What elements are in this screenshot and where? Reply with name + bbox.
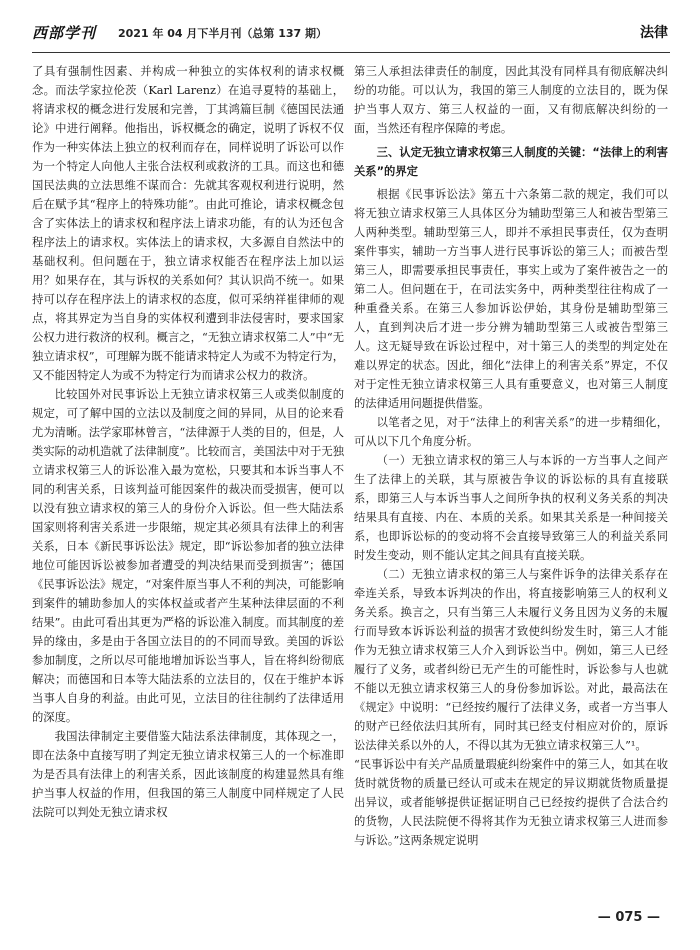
left-column [32, 62, 344, 822]
paragraph: 以笔者之见，对于“法律上的利害关系”的进一步精细化，可从以下几个角度分析。 [354, 416, 668, 448]
section-title: 法律 [640, 25, 668, 41]
paragraph: 我国法律制定主要借鉴大陆法系法律制度，其体现之一，即在法条中直接写明了判定无独立请求权第三人的一个标准即为是否具有法律上的利害关系，因此该制度的构建显然具有维护当事人权益的作用，但我国的第三人制度中同样规定了人民法院可以判处无独立请求权 [32, 730, 344, 819]
journal-logo: 西部学刊 [32, 24, 97, 42]
paragraph: （二）无独立请求权的第三人与案件诉争的法律关系存在牵连关系，导致本诉判决的作出，将直接影响第三人的权利义务关系。换言之，只有当第三人未履行义务且因为义务的未履行而导致本诉诉讼利益的损害才致使纠纷发生时，第三人才能作为无独立请求权第三人介入到诉讼当中。例如，第三人已经履行了义务，或者纠纷已无产生的可能性时，诉讼参与人也就不能以无独立请求权第三人的身份参加诉讼。对此，最高法在《规定》中说明：“已经按约履行了法律义务，或者一方当事人的财产已经依法归其所有，同时其已经支付相应对价的，原诉讼法律关系以外的人，不得以其为无独立请求权第三人”¹。 [354, 568, 668, 752]
paragraph: 第三人承担法律责任的制度，因此其没有同样具有彻底解决纠纷的功能。可以认为，我国的第三人制度的立法目的，既为保护当事人双方、第三人权益的一面，又有彻底解决纠纷的一面，当然还有程序保障的考虑。 [354, 65, 668, 135]
page-number: — 075 — [597, 910, 660, 925]
paragraph: 了具有强制性因素、并构成一种独立的实体权利的请求权概念。而法学家拉伦茨（Karl Larenz）在追寻夏特的基础上，将请求权的概念进行发展和完善，丁其鸿篇巨制《德国民法通论》中进行阐释。他指出，诉权概念的确定，说明了诉权不仅作为一种实体法上独立的权利而存在，同样说明了诉讼可以作为一个特定人向他人主张合法权利或救济的工具。而这也和德国民法典的立法思维不谋而合：先就其客观权利进行说明，然后在赋予其“程序上的特殊功能”。由此可推论，请求权概念包含了实体法上的请求权和程序法上请求功能，有的认为还包含程序法上的请求权。实体法上的请求权，大多源自自然法中的基础权利。但问题在于，独立请求权能否在程序法上加以运用？如果存在，其与诉权的关系如何？其认识尚不统一。如果持可以存在程序法上的请求权的态度，似可采纳祥崔律师的观点，将其界定为当自身的实体权利遭到非法侵害时，要求国家公权力进行救济的权利。概言之，“无独立请求权第二人”中“无独立请求权”，可理解为既不能请求特定人为或不为特定行为，又不能因特定人为或不为特定行为而请求公权力的救济。 [32, 65, 344, 382]
issue-info: 2021 年 04 月下半月刊（总第 137 期） [118, 27, 328, 40]
paragraph: 比较国外对民事诉讼上无独立请求权第三人或类似制度的规定，可了解中国的立法以及制度之间的异同，从目的论来看尤为清晰。法学家耶林曾言，“法律源于人类的目的，但是，人类实际的动机造就了法律制度”。比较而言，美国法中对于无独立请求权第三人的诉讼准入最为宽松，只要其和本诉当事人不同的利害关系，日该判益可能因案件的裁决而受损害，便可以以没有独立请求权的第三人的身份介入诉讼。但一些大陆法系国家则将利害关系进一步限缩，规定其必须具有法律上的利害关系，日本《新民事诉讼法》规定，即“诉讼参加者的独立法律地位可能因诉讼被参加者遭受的判决结果而受到损害”；德国《民事诉讼法》规定，“对案件原当事人不利的判决，可能影响到案件的辅助参加人的实体权益或者产生某种法律层面的不利结果”。由此可看出其更为严格的诉讼准入制度。而其制度的差异的缘由，多是由于各国立法目的的不同而导致。美国的诉讼参加制度，之所以尽可能地增加诉讼当事人，旨在将纠纷彻底解决；而德国和日本等大陆法系的立法目的，仅在于维护本诉当事人自身的利益。由此可见，立法目的往往制约了法律适用的深度。 [32, 388, 344, 724]
paragraph: 根据《民事诉讼法》第五十六条第二款的规定，我们可以将无独立请求权第三人具体区分为辅助型第三人和被告型第三人两种类型。辅助型第三人，即并不承担民事责任，仅为查明案件事实，辅助一方当事人进行民事诉讼的第三人；而被告型第三人，即需要承担民事责任，事实上或为了案件被告之一的第二人。但问题在于，在司法实务中，两种类型往往构成了一种重叠关系。在第三人参加诉讼伊始，其身份是辅助型第三人，直到判决后才进一步分辨为辅助型第三人或被告型第三人。这无疑导致在诉讼过程中，对十第三人的类型的判定处在难以界定的状态。因此，细化“法律上的利害关系”界定，不仅对于定性无独立请求权第三人具有重要意义，也对第三人制度的法律适用问题提供借鉴。 [354, 188, 668, 410]
right-column [354, 62, 668, 850]
page-header [32, 18, 670, 53]
section-heading: 三、认定无独立请求权第三人制度的关键：“法律上的利害关系”的界定 [354, 146, 668, 178]
paragraph: “民事诉讼中有关产品质量瑕疵纠纷案件中的第三人，如其在收货时就货物的质量已经认可或未在规定的异议期就货物质量提出异议，或者能够提供证据证明自己已经按约提供了合法合约的货物，人民法院便不得将其作为无独立请求权第三人进而参与诉讼。”这两条规定说明 [354, 758, 668, 847]
paragraph: （一）无独立请求权的第三人与本诉的一方当事人之间产生了法律上的关联，其与原被告争议的诉讼标的具有直接联系，即第三人与本诉当事人之间所争执的权利义务关系的判决结果具有直接、内在、本质的关系。如果其关系是一种间接关系，也即诉讼标的的变动将不会直接导致第三人的利益关系同时发生变动，则不能认定其之间具有直接关联。 [354, 454, 668, 562]
